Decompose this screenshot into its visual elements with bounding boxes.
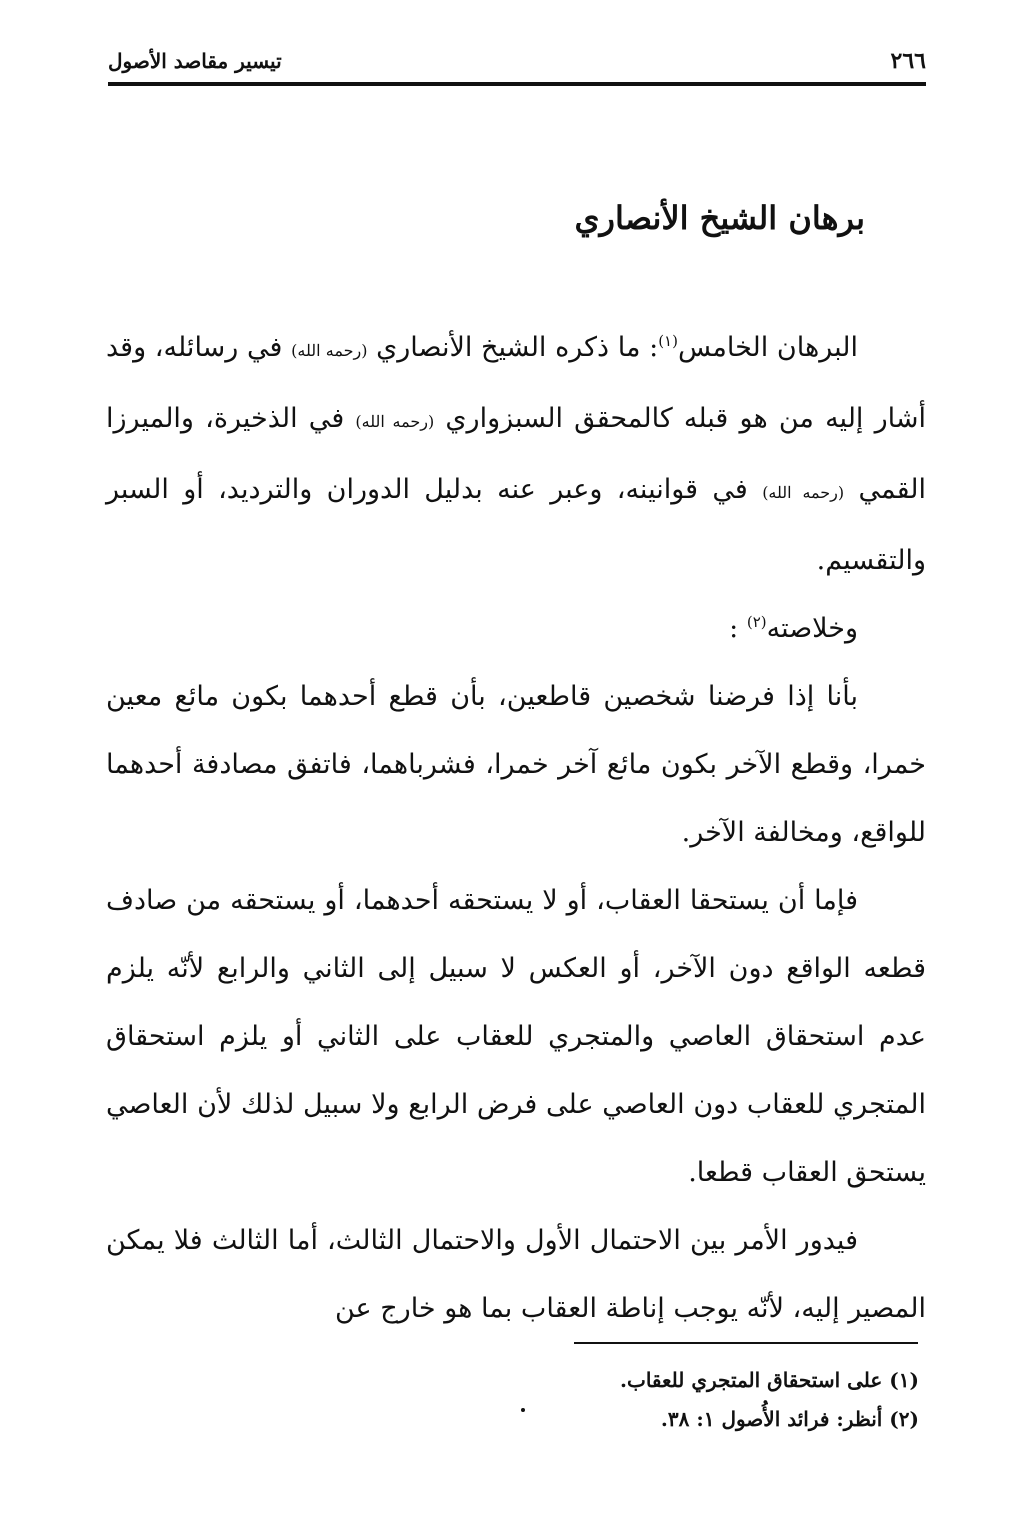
footnote-marker-2: (٢)	[746, 613, 767, 631]
body-text	[106, 314, 926, 1343]
honorific: (رحمه الله)	[291, 341, 368, 360]
paragraph-punishment-options: فإما أن يستحقا العقاب، أو لا يستحقه أحدهما، أو يستحقه من صادف قطعه الواقع دون الآخر، أو العكس لا سبيل إلى الثاني والرابع لأنّه يلزم عدم استحقاق العاصي والمتجري للعقاب على الثاني أو يلزم استحقاق المتجري للعقاب دون العاصي على فرض الرابع ولا سبيل لذلك لأن العاصي يستحق العقاب قطعا.	[106, 885, 926, 1188]
paragraph-text: :	[729, 613, 739, 644]
section-title: برهان الشيخ الأنصاري	[574, 199, 865, 237]
honorific: (رحمه الله)	[762, 483, 845, 502]
header-rule	[108, 82, 926, 86]
page-number: ٢٦٦	[890, 48, 926, 74]
paragraph-first-and-third: فيدور الأمر بين الاحتمال الأول والاحتمال الثالث، أما الثالث فلا يمكن المصير إليه، لأنّه يوجب إناطة العقاب بما هو خارج عن	[106, 1225, 926, 1324]
footnotes	[399, 1361, 919, 1439]
paragraph-fifth-proof	[106, 314, 926, 595]
paragraph-summary-heading	[106, 595, 926, 663]
paragraph-text: : ما ذكره الشيخ الأنصاري	[376, 332, 659, 363]
honorific: (رحمه الله)	[355, 412, 435, 431]
paragraph-text: في قوانينه، وعبر عنه بدليل الدوران والترديد، أو السبر والتقسيم.	[106, 474, 926, 576]
stray-dot	[521, 1408, 525, 1412]
footnote-rule	[574, 1342, 918, 1344]
running-header	[108, 38, 926, 76]
footnote-1: (١) على استحقاق المتجري للعقاب.	[620, 1368, 919, 1392]
footnote-2: (٢) أنظر: فرائد الأُصول ١: ٣٨.	[660, 1407, 919, 1431]
paragraph-text: في الذخيرة، والميرزا القمي	[106, 403, 926, 505]
book-title: تيسير مقاصد الأصول	[108, 49, 282, 73]
paragraph-text: في رسائله، وقد أشار إليه من هو قبله كالمحقق السبزواري	[106, 332, 926, 434]
paragraph-two-cutters: بأنا إذا فرضنا شخصين قاطعين، بأن قطع أحدهما بكون مائع معين خمرا، وقطع الآخر بكون مائع آخر خمرا، فشرباهما، فاتفق مصادفة أحدهما للواقع، ومخالفة الآخر.	[106, 681, 926, 848]
paragraph-text: وخلاصته	[766, 613, 858, 644]
footnote-marker-1: (١)	[658, 332, 678, 350]
paragraph-text: البرهان الخامس	[677, 332, 858, 363]
